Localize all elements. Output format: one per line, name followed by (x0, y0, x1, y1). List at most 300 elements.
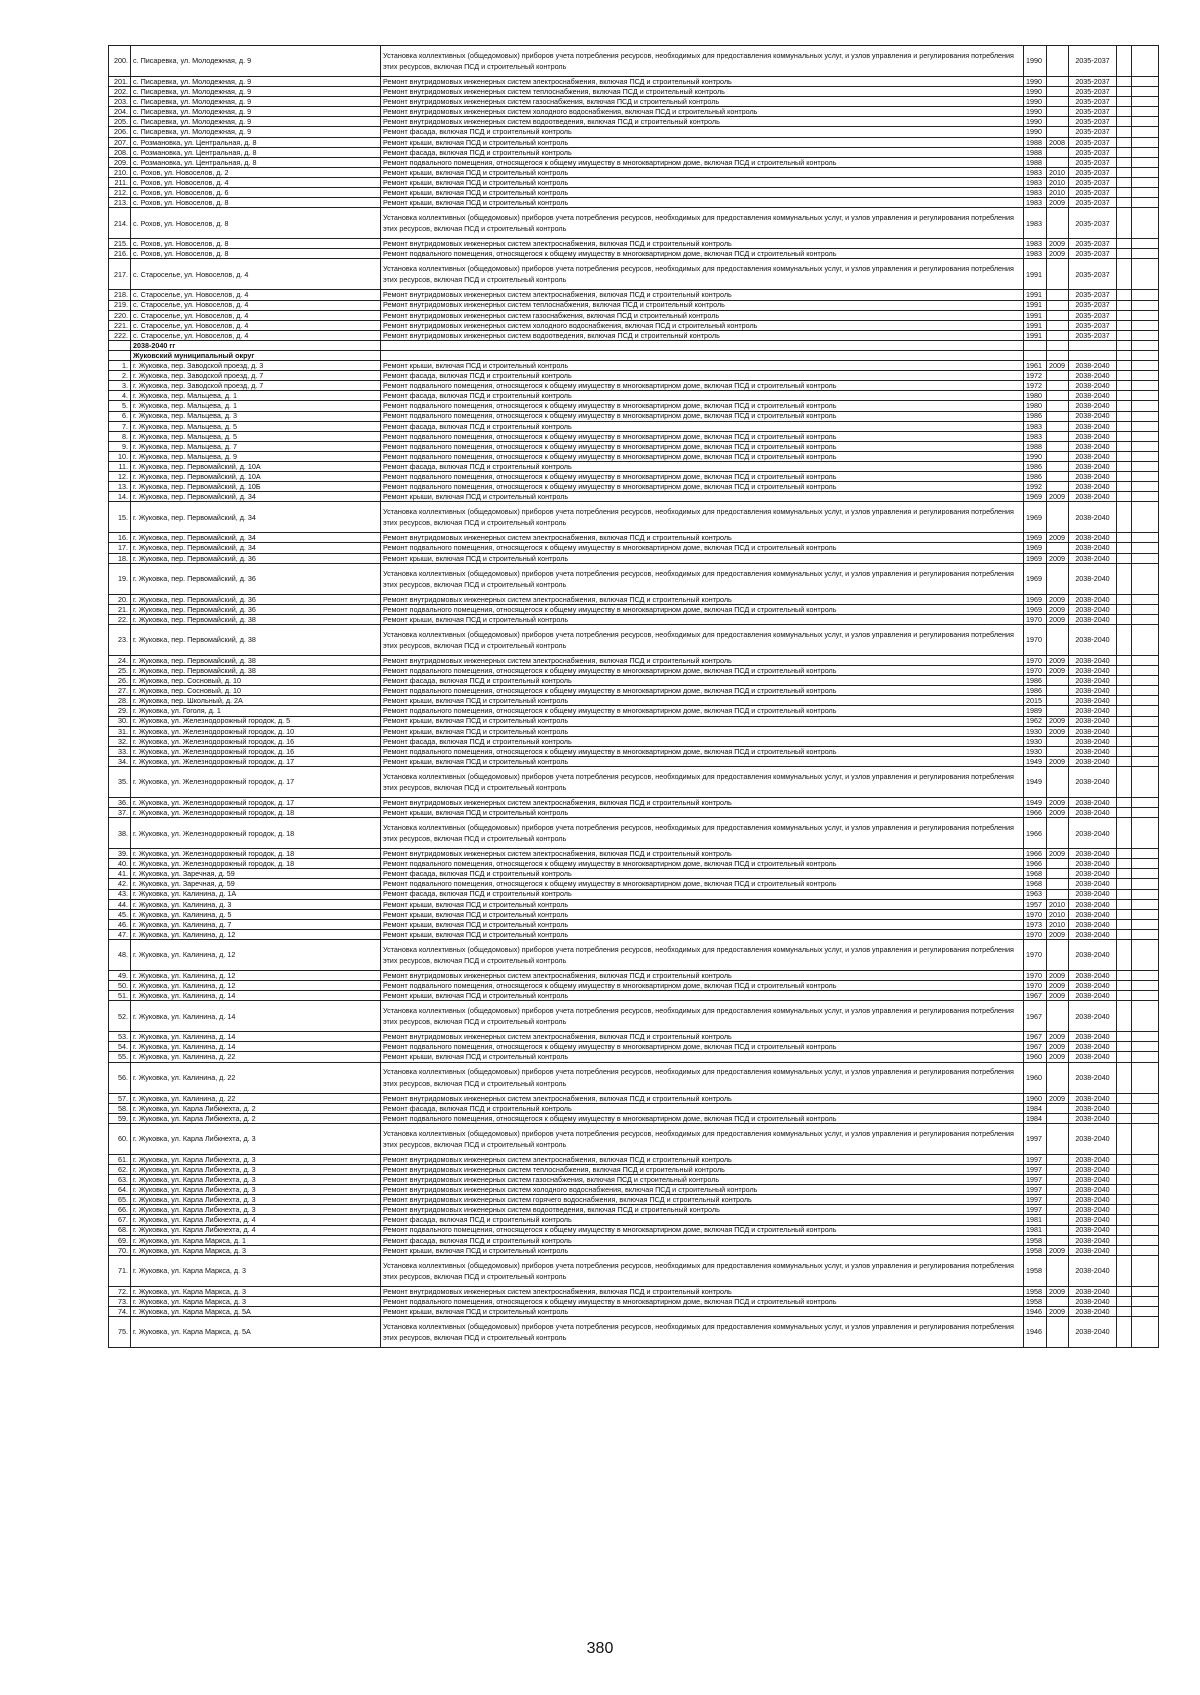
table-row (109, 492, 1159, 502)
table-row (109, 666, 1159, 676)
work-type-cell: Установка коллективных (общедомовых) приборов учета потребления ресурсов, необходимых для предоставления коммунальных услуг, и узлов управления и регулирования потребления этих ресурсов, включая ПСД и строительный контроль (381, 46, 1024, 77)
work-type-cell: Ремонт крыши, включая ПСД и строительный контроль (381, 1306, 1024, 1316)
empty-cell (1117, 1164, 1132, 1174)
empty-cell (381, 350, 1024, 360)
empty-cell (1117, 1154, 1132, 1164)
empty-cell (1117, 666, 1132, 676)
year-built-cell: 1972 (1024, 371, 1047, 381)
table-row (109, 1164, 1159, 1174)
work-type-cell: Ремонт фасада, включая ПСД и строительный контроль (381, 147, 1024, 157)
address-cell: с. Рохов, ул. Новоселов, д. 8 (131, 208, 381, 239)
empty-cell (1132, 177, 1159, 187)
work-type-cell: Ремонт внутридомовых инженерных систем водоотведения, включая ПСД и строительный контроль (381, 1205, 1024, 1215)
row-number: 67. (109, 1215, 131, 1225)
table-row (109, 991, 1159, 1001)
table-row (109, 46, 1159, 77)
table-row (109, 889, 1159, 899)
planned-period-cell: 2038-2040 (1069, 462, 1117, 472)
empty-cell (1117, 1113, 1132, 1123)
row-number: 66. (109, 1205, 131, 1215)
empty-cell (1132, 909, 1159, 919)
address-cell: с. Писаревка, ул. Молодежная, д. 9 (131, 97, 381, 107)
table-row (109, 919, 1159, 929)
address-cell: г. Жуковка, ул. Калинина, д. 14 (131, 991, 381, 1001)
last-repair-year-cell: 2009 (1047, 726, 1069, 736)
address-cell: г. Жуковка, пер. Первомайский, д. 34 (131, 492, 381, 502)
last-repair-year-cell: 2009 (1047, 614, 1069, 624)
last-repair-year-cell (1047, 1175, 1069, 1185)
planned-period-cell: 2038-2040 (1069, 1317, 1117, 1348)
planned-period-cell: 2038-2040 (1069, 808, 1117, 818)
empty-cell (1132, 310, 1159, 320)
address-cell: с. Писаревка, ул. Молодежная, д. 9 (131, 46, 381, 77)
work-type-cell: Ремонт крыши, включая ПСД и строительный контроль (381, 756, 1024, 766)
last-repair-year-cell (1047, 1205, 1069, 1215)
planned-period-cell: 2038-2040 (1069, 756, 1117, 766)
row-number: 57. (109, 1093, 131, 1103)
year-built-cell: 1990 (1024, 97, 1047, 107)
table-row (109, 1235, 1159, 1245)
empty-cell (1117, 543, 1132, 553)
empty-cell (1117, 614, 1132, 624)
table-row (109, 849, 1159, 859)
last-repair-year-cell (1047, 1001, 1069, 1032)
year-built-cell: 1958 (1024, 1235, 1047, 1245)
empty-cell (1117, 1185, 1132, 1195)
empty-cell (1132, 1164, 1159, 1174)
table-row (109, 1062, 1159, 1093)
empty-cell (1132, 655, 1159, 665)
year-built-cell: 1970 (1024, 614, 1047, 624)
empty-cell (1117, 492, 1132, 502)
table-row (109, 300, 1159, 310)
work-type-cell: Ремонт внутридомовых инженерных систем газоснабжения, включая ПСД и строительный контроль (381, 310, 1024, 320)
table-row (109, 198, 1159, 208)
work-type-cell: Установка коллективных (общедомовых) приборов учета потребления ресурсов, необходимых для предоставления коммунальных услуг, и узлов управления и регулирования потребления этих ресурсов, включая ПСД и строительный контроль (381, 563, 1024, 594)
table-row (109, 929, 1159, 939)
year-built-cell: 1970 (1024, 909, 1047, 919)
row-number: 28. (109, 696, 131, 706)
work-type-cell: Ремонт подвального помещения, относящегося к общему имуществу в многоквартирном доме, включая ПСД и строительный контроль (381, 981, 1024, 991)
work-type-cell: Ремонт фасада, включая ПСД и строительный контроль (381, 676, 1024, 686)
empty-cell (1117, 167, 1132, 177)
work-type-cell: Ремонт крыши, включая ПСД и строительный контроль (381, 553, 1024, 563)
row-number: 59. (109, 1113, 131, 1123)
row-number: 60. (109, 1123, 131, 1154)
year-built-cell: 1983 (1024, 421, 1047, 431)
table-row (109, 239, 1159, 249)
table-row (109, 1195, 1159, 1205)
table-row (109, 451, 1159, 461)
empty-cell (1117, 889, 1132, 899)
row-number: 202. (109, 87, 131, 97)
empty-cell (1117, 756, 1132, 766)
year-built-cell: 1986 (1024, 462, 1047, 472)
work-type-cell: Установка коллективных (общедомовых) приборов учета потребления ресурсов, необходимых для предоставления коммунальных услуг, и узлов управления и регулирования потребления этих ресурсов, включая ПСД и строительный контроль (381, 208, 1024, 239)
row-number: 9. (109, 441, 131, 451)
table-row (109, 391, 1159, 401)
work-type-cell: Ремонт фасада, включая ПСД и строительный контроль (381, 421, 1024, 431)
empty-cell (1117, 746, 1132, 756)
empty-cell (1132, 401, 1159, 411)
work-type-cell: Ремонт фасада, включая ПСД и строительный контроль (381, 869, 1024, 879)
empty-cell (1117, 808, 1132, 818)
row-number: 31. (109, 726, 131, 736)
empty-cell (1117, 462, 1132, 472)
last-repair-year-cell (1047, 401, 1069, 411)
year-built-cell: 1970 (1024, 981, 1047, 991)
planned-period-cell: 2038-2040 (1069, 1113, 1117, 1123)
empty-cell (1132, 869, 1159, 879)
empty-cell (1117, 431, 1132, 441)
year-built-cell: 1967 (1024, 1032, 1047, 1042)
year-built-cell: 2015 (1024, 696, 1047, 706)
last-repair-year-cell (1047, 1195, 1069, 1205)
address-cell: г. Жуковка, ул. Калинина, д. 1А (131, 889, 381, 899)
work-type-cell: Ремонт внутридомовых инженерных систем электроснабжения, включая ПСД и строительный контроль (381, 533, 1024, 543)
year-built-cell: 1960 (1024, 1062, 1047, 1093)
last-repair-year-cell: 2009 (1047, 1286, 1069, 1296)
empty-cell (1117, 97, 1132, 107)
number-cell (109, 350, 131, 360)
year-built-cell: 1967 (1024, 1042, 1047, 1052)
planned-period-cell: 2038-2040 (1069, 431, 1117, 441)
address-cell: с. Писаревка, ул. Молодежная, д. 9 (131, 107, 381, 117)
work-type-cell: Ремонт подвального помещения, относящегося к общему имуществу в многоквартирном доме, включая ПСД и строительный контроль (381, 746, 1024, 756)
year-built-cell: 1946 (1024, 1306, 1047, 1316)
last-repair-year-cell: 2010 (1047, 177, 1069, 187)
table-row (109, 1175, 1159, 1185)
year-built-cell: 1990 (1024, 127, 1047, 137)
address-cell: г. Жуковка, ул. Калинина, д. 7 (131, 919, 381, 929)
address-cell: г. Жуковка, пер. Сосновый, д. 10 (131, 676, 381, 686)
row-number: 71. (109, 1255, 131, 1286)
work-type-cell: Ремонт подвального помещения, относящегося к общему имуществу в многоквартирном доме, включая ПСД и строительный контроль (381, 859, 1024, 869)
empty-cell (1132, 736, 1159, 746)
empty-cell (1132, 492, 1159, 502)
row-number: 2. (109, 371, 131, 381)
planned-period-cell: 2035-2037 (1069, 310, 1117, 320)
year-built-cell: 1970 (1024, 929, 1047, 939)
address-cell: г. Жуковка, пер. Мальцева, д. 1 (131, 391, 381, 401)
table-row (109, 1255, 1159, 1286)
empty-cell (1132, 1103, 1159, 1113)
year-built-cell: 1969 (1024, 543, 1047, 553)
empty-cell (1132, 1205, 1159, 1215)
table-row (109, 1032, 1159, 1042)
planned-period-cell: 2038-2040 (1069, 624, 1117, 655)
year-built-cell: 1983 (1024, 431, 1047, 441)
empty-cell (1117, 157, 1132, 167)
table-row (109, 716, 1159, 726)
table-row (109, 361, 1159, 371)
row-number: 214. (109, 208, 131, 239)
year-built-cell: 1970 (1024, 624, 1047, 655)
last-repair-year-cell: 2009 (1047, 198, 1069, 208)
last-repair-year-cell (1047, 451, 1069, 461)
work-type-cell: Ремонт подвального помещения, относящегося к общему имуществу в многоквартирном доме, включая ПСД и строительный контроль (381, 1042, 1024, 1052)
empty-cell (1132, 320, 1159, 330)
table-row (109, 1215, 1159, 1225)
work-type-cell: Ремонт внутридомовых инженерных систем горячего водоснабжения, включая ПСД и строительный контроль (381, 1195, 1024, 1205)
row-number: 6. (109, 411, 131, 421)
row-number: 26. (109, 676, 131, 686)
work-type-cell: Ремонт крыши, включая ПСД и строительный контроль (381, 188, 1024, 198)
address-cell: с. Рохов, ул. Новоселов, д. 8 (131, 249, 381, 259)
address-cell: г. Жуковка, ул. Калинина, д. 22 (131, 1093, 381, 1103)
row-number: 203. (109, 97, 131, 107)
planned-period-cell: 2038-2040 (1069, 1175, 1117, 1185)
empty-cell (1132, 919, 1159, 929)
last-repair-year-cell (1047, 696, 1069, 706)
row-number: 34. (109, 756, 131, 766)
empty-cell (1132, 1215, 1159, 1225)
work-type-cell: Ремонт подвального помещения, относящегося к общему имуществу в многоквартирном доме, включая ПСД и строительный контроль (381, 451, 1024, 461)
work-type-cell: Ремонт подвального помещения, относящегося к общему имуществу в многоквартирном доме, включая ПСД и строительный контроль (381, 706, 1024, 716)
address-cell: г. Жуковка, пер. Заводской проезд, д. 7 (131, 381, 381, 391)
work-type-cell: Ремонт внутридомовых инженерных систем электроснабжения, включая ПСД и строительный контроль (381, 290, 1024, 300)
last-repair-year-cell (1047, 940, 1069, 971)
year-built-cell: 1988 (1024, 157, 1047, 167)
year-built-cell: 1989 (1024, 706, 1047, 716)
last-repair-year-cell: 2010 (1047, 188, 1069, 198)
table-row (109, 655, 1159, 665)
page-number: 380 (586, 1640, 614, 1657)
address-cell: г. Жуковка, ул. Карла Маркса, д. 3 (131, 1286, 381, 1296)
empty-cell (1132, 198, 1159, 208)
last-repair-year-cell (1047, 736, 1069, 746)
row-number: 64. (109, 1185, 131, 1195)
last-repair-year-cell (1047, 502, 1069, 533)
last-repair-year-cell (1047, 127, 1069, 137)
address-cell: г. Жуковка, пер. Первомайский, д. 36 (131, 604, 381, 614)
year-built-cell: 1991 (1024, 290, 1047, 300)
empty-cell (1132, 411, 1159, 421)
empty-cell (1132, 1306, 1159, 1316)
work-type-cell: Установка коллективных (общедомовых) приборов учета потребления ресурсов, необходимых для предоставления коммунальных услуг, и узлов управления и регулирования потребления этих ресурсов, включая ПСД и строительный контроль (381, 1062, 1024, 1093)
last-repair-year-cell (1047, 381, 1069, 391)
address-cell: г. Жуковка, ул. Карла Либкнехта, д. 4 (131, 1215, 381, 1225)
address-cell: г. Жуковка, ул. Карла Маркса, д. 3 (131, 1245, 381, 1255)
row-number: 50. (109, 981, 131, 991)
planned-period-cell: 2038-2040 (1069, 879, 1117, 889)
empty-cell (1117, 198, 1132, 208)
empty-cell (1132, 594, 1159, 604)
work-type-cell: Ремонт подвального помещения, относящегося к общему имуществу в многоквартирном доме, включая ПСД и строительный контроль (381, 1225, 1024, 1235)
address-cell: г. Жуковка, ул. Гоголя, д. 1 (131, 706, 381, 716)
table-row (109, 624, 1159, 655)
address-cell: г. Жуковка, пер. Первомайский, д. 36 (131, 563, 381, 594)
planned-period-cell: 2035-2037 (1069, 167, 1117, 177)
empty-cell (1132, 849, 1159, 859)
address-cell: г. Жуковка, ул. Калинина, д. 5 (131, 909, 381, 919)
work-type-cell: Установка коллективных (общедомовых) приборов учета потребления ресурсов, необходимых для предоставления коммунальных услуг, и узлов управления и регулирования потребления этих ресурсов, включая ПСД и строительный контроль (381, 1255, 1024, 1286)
last-repair-year-cell (1047, 107, 1069, 117)
year-built-cell: 1997 (1024, 1175, 1047, 1185)
section-header-row (109, 350, 1159, 360)
year-built-cell: 1967 (1024, 991, 1047, 1001)
last-repair-year-cell (1047, 290, 1069, 300)
address-cell: г. Жуковка, пер. Первомайский, д. 10А (131, 472, 381, 482)
last-repair-year-cell (1047, 1225, 1069, 1235)
empty-cell (1132, 1052, 1159, 1062)
row-number: 21. (109, 604, 131, 614)
empty-cell (1117, 87, 1132, 97)
empty-cell (1132, 167, 1159, 177)
table-row (109, 107, 1159, 117)
empty-cell (1132, 361, 1159, 371)
empty-cell (1117, 971, 1132, 981)
address-cell: г. Жуковка, ул. Карла Либкнехта, д. 3 (131, 1185, 381, 1195)
work-type-cell: Ремонт внутридомовых инженерных систем холодного водоснабжения, включая ПСД и строительный контроль (381, 107, 1024, 117)
last-repair-year-cell: 2009 (1047, 929, 1069, 939)
empty-cell (1132, 107, 1159, 117)
planned-period-cell: 2038-2040 (1069, 676, 1117, 686)
address-cell: г. Жуковка, ул. Калинина, д. 12 (131, 981, 381, 991)
empty-cell (1132, 1195, 1159, 1205)
last-repair-year-cell (1047, 472, 1069, 482)
address-cell: с. Староселье, ул. Новоселов, д. 4 (131, 330, 381, 340)
last-repair-year-cell: 2009 (1047, 808, 1069, 818)
empty-cell (1069, 350, 1117, 360)
planned-period-cell: 2038-2040 (1069, 1062, 1117, 1093)
last-repair-year-cell: 2009 (1047, 553, 1069, 563)
empty-cell (1117, 553, 1132, 563)
planned-period-cell: 2038-2040 (1069, 1052, 1117, 1062)
last-repair-year-cell (1047, 421, 1069, 431)
empty-cell (1069, 340, 1117, 350)
table-row (109, 208, 1159, 239)
work-type-cell: Ремонт внутридомовых инженерных систем электроснабжения, включая ПСД и строительный контроль (381, 1286, 1024, 1296)
last-repair-year-cell: 2009 (1047, 594, 1069, 604)
empty-cell (1132, 188, 1159, 198)
empty-cell (1132, 1062, 1159, 1093)
empty-cell (1132, 614, 1159, 624)
row-number: 58. (109, 1103, 131, 1113)
planned-period-cell: 2038-2040 (1069, 666, 1117, 676)
year-built-cell: 1968 (1024, 879, 1047, 889)
empty-cell (1117, 239, 1132, 249)
empty-cell (1117, 177, 1132, 187)
row-number: 37. (109, 808, 131, 818)
table-row (109, 766, 1159, 797)
empty-cell (1117, 1001, 1132, 1032)
address-cell: с. Розмановка, ул. Центральная, д. 8 (131, 147, 381, 157)
empty-cell (1117, 1245, 1132, 1255)
row-number: 220. (109, 310, 131, 320)
year-built-cell: 1963 (1024, 889, 1047, 899)
empty-cell (1117, 1042, 1132, 1052)
year-built-cell: 1949 (1024, 756, 1047, 766)
planned-period-cell: 2038-2040 (1069, 1103, 1117, 1113)
table-row (109, 1205, 1159, 1215)
last-repair-year-cell: 2009 (1047, 981, 1069, 991)
last-repair-year-cell (1047, 1296, 1069, 1306)
table-row (109, 797, 1159, 807)
planned-period-cell: 2038-2040 (1069, 1286, 1117, 1296)
empty-cell (1132, 1175, 1159, 1185)
planned-period-cell: 2038-2040 (1069, 401, 1117, 411)
planned-period-cell: 2035-2037 (1069, 188, 1117, 198)
empty-cell (1117, 563, 1132, 594)
year-built-cell: 1992 (1024, 482, 1047, 492)
empty-cell (1117, 818, 1132, 849)
year-built-cell: 1981 (1024, 1215, 1047, 1225)
address-cell: г. Жуковка, пер. Первомайский, д. 34 (131, 502, 381, 533)
last-repair-year-cell (1047, 706, 1069, 716)
table-row (109, 1317, 1159, 1348)
work-type-cell: Ремонт фасада, включая ПСД и строительный контроль (381, 736, 1024, 746)
row-number: 62. (109, 1164, 131, 1174)
work-type-cell: Ремонт подвального помещения, относящегося к общему имуществу в многоквартирном доме, включая ПСД и строительный контроль (381, 482, 1024, 492)
capital-repair-table (108, 45, 1159, 1348)
work-type-cell: Ремонт внутридомовых инженерных систем электроснабжения, включая ПСД и строительный контроль (381, 1093, 1024, 1103)
last-repair-year-cell (1047, 391, 1069, 401)
year-built-cell: 1969 (1024, 604, 1047, 614)
table-row (109, 859, 1159, 869)
work-type-cell: Установка коллективных (общедомовых) приборов учета потребления ресурсов, необходимых для предоставления коммунальных услуг, и узлов управления и регулирования потребления этих ресурсов, включая ПСД и строительный контроль (381, 1123, 1024, 1154)
table-row (109, 472, 1159, 482)
empty-cell (1132, 879, 1159, 889)
year-built-cell: 1969 (1024, 492, 1047, 502)
address-cell: г. Жуковка, ул. Железнодорожный городок, д. 18 (131, 859, 381, 869)
address-cell: г. Жуковка, пер. Сосновый, д. 10 (131, 686, 381, 696)
address-cell: г. Жуковка, пер. Мальцева, д. 5 (131, 421, 381, 431)
year-built-cell: 1930 (1024, 736, 1047, 746)
year-built-cell: 1991 (1024, 310, 1047, 320)
year-built-cell: 1990 (1024, 77, 1047, 87)
planned-period-cell: 2038-2040 (1069, 1164, 1117, 1174)
last-repair-year-cell: 2010 (1047, 919, 1069, 929)
row-number: 75. (109, 1317, 131, 1348)
table-row (109, 249, 1159, 259)
row-number: 53. (109, 1032, 131, 1042)
empty-cell (1132, 77, 1159, 87)
empty-cell (1132, 117, 1159, 127)
planned-period-cell: 2038-2040 (1069, 381, 1117, 391)
last-repair-year-cell: 2009 (1047, 249, 1069, 259)
address-cell: г. Жуковка, ул. Калинина, д. 3 (131, 899, 381, 909)
planned-period-cell: 2038-2040 (1069, 1235, 1117, 1245)
work-type-cell: Ремонт внутридомовых инженерных систем электроснабжения, включая ПСД и строительный контроль (381, 1032, 1024, 1042)
empty-cell (1132, 716, 1159, 726)
table-row (109, 401, 1159, 411)
address-cell: г. Жуковка, ул. Карла Либкнехта, д. 3 (131, 1123, 381, 1154)
address-cell: с. Староселье, ул. Новоселов, д. 4 (131, 290, 381, 300)
year-built-cell: 1983 (1024, 167, 1047, 177)
address-cell: с. Рохов, ул. Новоселов, д. 4 (131, 177, 381, 187)
row-number: 61. (109, 1154, 131, 1164)
row-number: 51. (109, 991, 131, 1001)
year-built-cell: 1962 (1024, 716, 1047, 726)
year-built-cell: 1988 (1024, 441, 1047, 451)
year-built-cell: 1960 (1024, 1052, 1047, 1062)
table-row (109, 117, 1159, 127)
last-repair-year-cell (1047, 431, 1069, 441)
empty-cell (1132, 899, 1159, 909)
row-number: 1. (109, 361, 131, 371)
address-cell: г. Жуковка, ул. Карла Маркса, д. 3 (131, 1296, 381, 1306)
planned-period-cell: 2038-2040 (1069, 1205, 1117, 1215)
table-row (109, 77, 1159, 87)
table-row (109, 127, 1159, 137)
planned-period-cell: 2038-2040 (1069, 736, 1117, 746)
work-type-cell: Ремонт подвального помещения, относящегося к общему имуществу в многоквартирном доме, включая ПСД и строительный контроль (381, 879, 1024, 889)
table-row (109, 706, 1159, 716)
planned-period-cell: 2038-2040 (1069, 1225, 1117, 1235)
empty-cell (1117, 421, 1132, 431)
table-row (109, 676, 1159, 686)
